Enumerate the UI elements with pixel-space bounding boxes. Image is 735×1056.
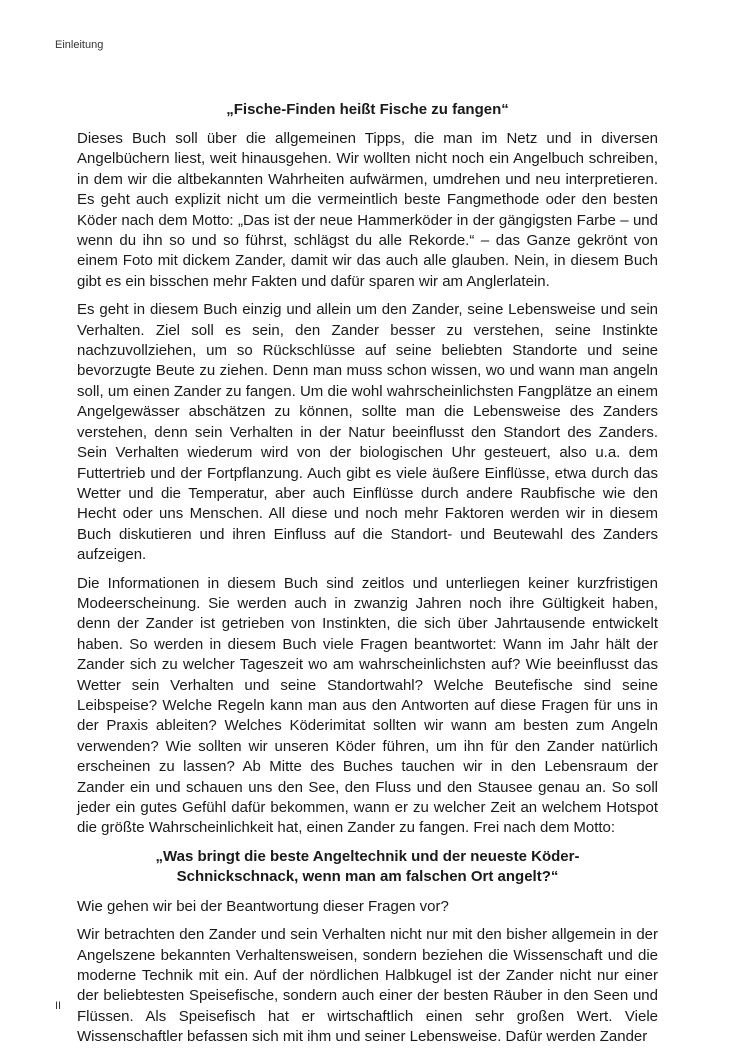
paragraph-2: Es geht in diesem Buch einzig und allein um den Zander, seine Lebensweise und sein Verhalten. Ziel soll es sein, den Zander besser zu verstehen, seine Instinkte nachzuvollziehen, um so Rückschlüsse auf seine beliebten Standorte und seine bevorzugte Beute zu ziehen. Denn man muss schon wissen, wo und wann man angeln soll, um einen Zander zu fangen. Um die wohl wahrscheinlichsten Fangplätze an einem Angelgewässer abschätzen zu können, sollte man die Lebensweise des Zanders verstehen, denn sein Verhalten in der Natur beeinflusst den Standort des Zanders. Sein Verhalten wiederum wird von der biologischen Uhr gesteuert, also u.a. dem Futtertrieb und der Fortpflanzung. Auch gibt es viele äußere Einflüsse, etwa durch das Wetter und die Temperatur, aber auch Einflüsse durch andere Raubfische wie den Hecht oder uns Menschen. All diese und noch mehr Faktoren werden wir in diesem Buch diskutieren und ihren Einfluss auf die Standort- und Beutewahl des Zanders aufzeigen. [77, 301, 658, 564]
paragraph-1: Dieses Buch soll über die allgemeinen Tipps, die man im Netz und in diversen Angelbüchern liest, weit hinausgehen. Wir wollten nicht noch ein Angelbuch schreiben, in dem wir die altbekannten Wahrheiten aufwärmen, umdrehen und neu interpretieren. Es geht auch explizit nicht um die vermeintlich beste Fangmethode oder den besten Köder nach dem Motto: „Das ist der neue Hammerköder in der gängigsten Farbe – und wenn du ihn so und so führst, schlägst du alle Rekorde.“ – das Ganze gekrönt von einem Foto mit dickem Zander, damit wir das auch alle glauben. Nein, in diesem Buch gibt es ein bisschen mehr Fakten und dafür sparen wir am Anglerlatein. [77, 130, 658, 290]
page-body [77, 100, 658, 1056]
question-line: Wie gehen wir bei der Beantwortung dieser Fragen vor? [77, 897, 449, 915]
motto-quote [77, 847, 658, 887]
motto-quote-line-1: „Was bringt die beste Angeltechnik und der neueste Köder- [155, 847, 580, 865]
page-number: II [55, 1000, 62, 1012]
section-heading: „Fische-Finden heißt Fische zu fangen“ [226, 101, 509, 118]
running-header: Einleitung [55, 39, 104, 51]
paragraph-3: Die Informationen in diesem Buch sind zeitlos und unterliegen keiner kurzfristigen Modeerscheinung. Sie werden auch in zwanzig Jahren noch ihre Gültigkeit haben, denn der Zander ist getrieben von Instinkten, die sich über Jahrtausende entwickelt haben. So werden in diesem Buch viele Fragen beantwortet: Wann im Jahr hält der Zander sich zu welcher Tageszeit wo am wahrscheinlichsten auf? Wie beeinflusst das Wetter sein Verhalten und seine Standortwahl? Welche Beutefische sind seine Leibspeise? Welche Regeln kann man aus den Antworten auf diese Fragen für uns in der Praxis ableiten? Welches Köderimitat sollten wir wann am besten zum Angeln verwenden? Wie sollten wir unseren Köder führen, um ihn für den Zander natürlich erscheinen zu lassen? Ab Mitte des Buches tauchen wir in den Lebensraum der Zander ein und schauen uns den See, den Fluss und den Stausee genau an. So soll jeder ein gutes Gefühl dafür bekommen, wann er zu welcher Zeit an welchem Hotspot die größte Wahrscheinlichkeit hat, einen Zander zu fangen. Frei nach dem Motto: [77, 574, 658, 837]
paragraph-4: Wir betrachten den Zander und sein Verhalten nicht nur mit den bisher allgemein in der Angelszene bekannten Verhaltensweisen, sondern beziehen die Wissenschaft und die moderne Technik mit ein. Auf der nördlichen Halbkugel ist der Zander nicht nur einer der beliebtesten Speisefische, sondern auch einer der besten Räuber in den Seen und Flüssen. Als Speisefisch hat er wirtschaftlich einen sehr großen Wert. Viele Wissenschaftler befassen sich mit ihm und seiner Lebensweise. Dafür werden Zander [77, 926, 658, 1046]
motto-quote-line-2: Schnickschnack, wenn man am falschen Ort angelt?“ [176, 867, 559, 885]
